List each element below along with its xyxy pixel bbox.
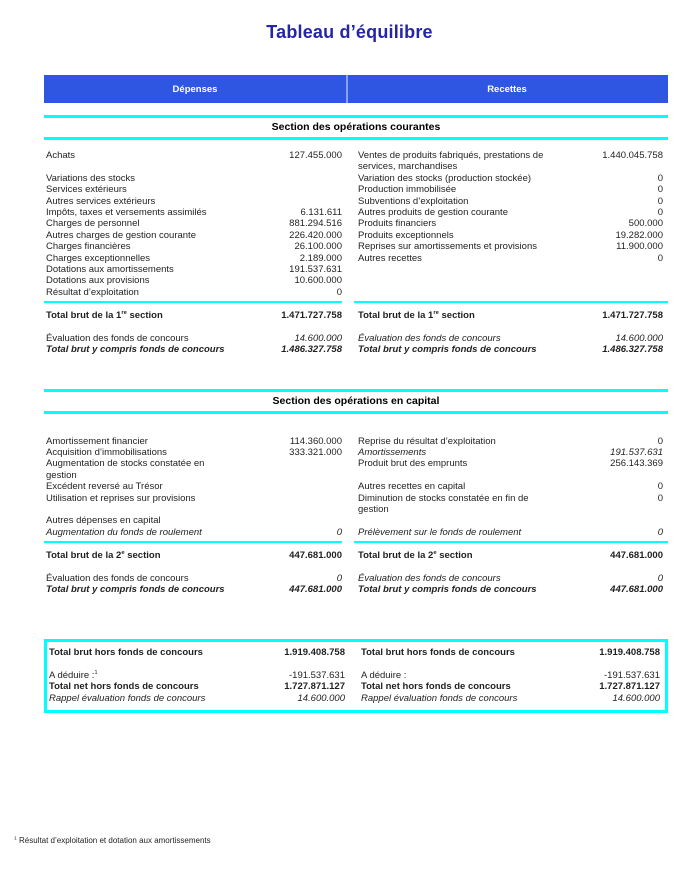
row-label-right: Total brut de la 1re section	[358, 310, 475, 322]
table-row	[44, 287, 668, 298]
row-label-left: Dotations aux amortissements	[46, 264, 174, 276]
row-label-right: Produits exceptionnels	[358, 229, 454, 241]
row-spacer	[44, 562, 668, 573]
row-label-right: Évaluation des fonds de concours	[358, 332, 501, 344]
row-value-right: 1.440.045.758	[602, 150, 663, 161]
divider-right-segment	[354, 541, 668, 543]
row-label-right: Produit brut des emprunts	[358, 458, 468, 470]
section-rows-capital	[44, 414, 668, 596]
row-label-left: Total brut y compris fonds de concours	[46, 583, 225, 595]
row-value-right: 0	[657, 481, 663, 493]
table-row	[44, 230, 668, 241]
row-label-left: Acquisition d’immobilisations	[46, 446, 167, 458]
row-label-left: Impôts, taxes et versements assimilés	[46, 207, 207, 219]
row-value-right: 0	[657, 195, 663, 207]
row-label-left: Évaluation des fonds de concours	[46, 572, 189, 584]
table-row	[44, 253, 668, 264]
row-label-left: Charges de personnel	[46, 218, 140, 230]
table-row	[44, 184, 668, 195]
table-row	[44, 150, 668, 173]
row-value-left: 447.681.000	[289, 550, 342, 562]
row-label-right: Évaluation des fonds de concours	[358, 572, 501, 584]
column-divider-line	[44, 541, 668, 543]
row-label-right: Total brut de la 2e section	[358, 550, 473, 562]
row-value-right: -191.537.631	[604, 669, 660, 681]
column-header-recettes: Recettes	[487, 83, 527, 95]
row-value-left: 127.455.000	[289, 150, 342, 161]
row-value-right: 19.282.000	[615, 229, 663, 241]
section-title: Section des opérations en capital	[272, 394, 440, 407]
row-label-left: Excédent reversé au Trésor	[46, 481, 163, 493]
divider-left-segment	[44, 301, 342, 303]
row-value-left: 447.681.000	[289, 583, 342, 595]
table-row	[44, 196, 668, 207]
row-value-right: 11.900.000	[616, 241, 663, 253]
row-value-left: 6.131.611	[300, 207, 342, 219]
table-row	[44, 264, 668, 275]
row-label-right: Amortissements	[358, 446, 427, 458]
summary-box	[44, 639, 668, 713]
row-label-left: Autres dépenses en capital	[46, 515, 161, 527]
row-value-left: 881.294.516	[289, 218, 342, 230]
row-label-right: A déduire :	[361, 669, 407, 681]
row-label-left: Charges exceptionnelles	[46, 252, 151, 264]
table-header-band	[44, 75, 668, 103]
table-row	[44, 241, 668, 252]
table-row	[44, 573, 668, 584]
balance-table	[44, 75, 668, 713]
footnote: $^1$ Résultat d’exploitation et dotation aux amortissements	[14, 836, 211, 845]
row-value-right: 14.600.000	[612, 692, 660, 704]
row-label-right: Diminution de stocks constatée en fin de gestion	[358, 492, 529, 515]
row-value-right: 0	[657, 526, 663, 538]
row-value-right: 191.537.631	[610, 446, 663, 458]
row-value-right: 14.600.000	[615, 332, 663, 344]
table-row	[44, 310, 668, 321]
row-value-right: 0	[657, 184, 663, 196]
row-label-left: Total brut de la 2e section	[46, 550, 161, 562]
row-value-right: 1.486.327.758	[602, 344, 663, 356]
row-value-left: 2.189.000	[299, 252, 342, 264]
page-title: Tableau d’équilibre	[266, 22, 433, 42]
row-label-left: Total brut y compris fonds de concours	[46, 344, 225, 356]
table-row	[44, 447, 668, 458]
row-value-left: 1.486.327.758	[281, 344, 342, 356]
row-label-left: Évaluation des fonds de concours	[46, 332, 189, 344]
row-label-right: Prélèvement sur le fonds de roulement	[358, 526, 522, 538]
row-value-right: 0	[657, 435, 663, 447]
column-divider-line	[44, 301, 668, 303]
row-value-left: 1.471.727.758	[281, 310, 342, 322]
row-value-left: -191.537.631	[289, 669, 345, 681]
table-row	[44, 173, 668, 184]
row-label-left: Total brut de la 1re section	[46, 310, 163, 322]
row-value-left: 26.100.000	[294, 241, 342, 253]
row-label-left: Augmentation du fonds de roulement	[46, 526, 202, 538]
table-row	[47, 681, 665, 692]
row-label-left: Augmentation de stocks constatée en gestion	[46, 458, 205, 481]
row-value-right: 0	[657, 207, 663, 219]
section-band-capital	[44, 389, 668, 414]
row-value-left: 226.420.000	[289, 229, 342, 241]
row-value-right: 0	[657, 492, 663, 504]
row-label-right: Production immobilisée	[358, 184, 457, 196]
row-label-right: Produits financiers	[358, 218, 437, 230]
row-label-left: Total brut hors fonds de concours	[49, 647, 203, 659]
table-row	[44, 550, 668, 561]
table-row	[44, 481, 668, 492]
row-spacer	[47, 659, 665, 670]
row-value-left: 1.919.408.758	[284, 647, 345, 659]
section-band-courantes	[44, 115, 668, 140]
table-row	[44, 333, 668, 344]
row-label-right: Autres recettes	[358, 252, 422, 264]
table-row	[44, 515, 668, 526]
header-column-divider	[346, 75, 348, 103]
table-row	[44, 344, 668, 355]
row-label-right: Total brut hors fonds de concours	[361, 647, 515, 659]
row-value-right: 0	[657, 252, 663, 264]
row-label-left: Utilisation et reprises sur provisions	[46, 492, 196, 504]
divider-left-segment	[44, 541, 342, 543]
row-label-left: Résultat d’exploitation	[46, 286, 139, 298]
row-label-left: Services extérieurs	[46, 184, 127, 196]
table-row	[44, 584, 668, 595]
row-spacer	[44, 322, 668, 333]
row-value-left: 10.600.000	[294, 275, 342, 287]
row-label-right: Ventes de produits fabriqués, prestations de services, marchandises	[358, 150, 544, 173]
table-row	[47, 693, 665, 704]
row-value-left: 114.360.000	[289, 435, 342, 447]
row-value-right: 1.471.727.758	[602, 310, 663, 322]
row-label-right: Total net hors fonds de concours	[361, 681, 511, 693]
divider-right-segment	[354, 301, 668, 303]
row-value-left: 14.600.000	[294, 332, 342, 344]
row-value-right: 0	[657, 172, 663, 184]
row-value-right: 1.727.871.127	[599, 681, 660, 693]
table-row	[44, 436, 668, 447]
table-row	[44, 458, 668, 481]
row-label-left: Variations des stocks	[46, 172, 136, 184]
row-value-left: 191.537.631	[289, 264, 342, 276]
table-row	[47, 647, 665, 658]
row-label-left: Achats	[46, 150, 76, 161]
row-label-right: Total brut y compris fonds de concours	[358, 583, 537, 595]
row-label-left: Total net hors fonds de concours	[49, 681, 199, 693]
table-row	[44, 207, 668, 218]
row-value-right: 0	[657, 572, 663, 584]
row-label-left: Amortissement financier	[46, 435, 148, 447]
table-row	[44, 527, 668, 538]
row-value-left: 1.727.871.127	[284, 681, 345, 693]
table-row	[47, 670, 665, 681]
row-label-left: Rappel évaluation fonds de concours	[49, 692, 206, 704]
row-label-left: Charges financières	[46, 241, 131, 253]
row-label-right: Reprises sur amortissements et provisions	[358, 241, 537, 253]
row-value-right: 447.681.000	[610, 583, 663, 595]
row-value-right: 256.143.369	[610, 458, 663, 470]
row-label-right: Variation des stocks (production stockée)	[358, 172, 532, 184]
row-label-right: Rappel évaluation fonds de concours	[361, 692, 518, 704]
row-value-right: 500.000	[628, 218, 663, 230]
row-label-right: Autres produits de gestion courante	[358, 207, 508, 219]
table-row	[44, 493, 668, 516]
row-value-left: 0	[336, 526, 342, 538]
row-value-right: 447.681.000	[610, 550, 663, 562]
row-label-left: Dotations aux provisions	[46, 275, 150, 287]
row-label-left: A déduire :$^1$	[49, 669, 98, 681]
row-value-left: 333.321.000	[289, 446, 342, 458]
section-rows-courantes	[44, 140, 668, 356]
column-header-depenses: Dépenses	[172, 83, 218, 95]
row-label-right: Reprise du résultat d’exploitation	[358, 435, 496, 447]
row-label-left: Autres services extérieurs	[46, 195, 156, 207]
row-value-left: 0	[336, 286, 342, 298]
row-label-right: Autres recettes en capital	[358, 481, 466, 493]
row-value-left: 0	[336, 572, 342, 584]
section-title: Section des opérations courantes	[271, 121, 441, 133]
row-label-left: Autres charges de gestion courante	[46, 229, 196, 241]
row-label-right: Subventions d’exploitation	[358, 195, 469, 207]
table-row	[44, 218, 668, 229]
row-label-right: Total brut y compris fonds de concours	[358, 344, 537, 356]
row-value-right: 1.919.408.758	[599, 647, 660, 659]
table-row	[44, 275, 668, 286]
row-value-left: 14.600.000	[297, 692, 345, 704]
